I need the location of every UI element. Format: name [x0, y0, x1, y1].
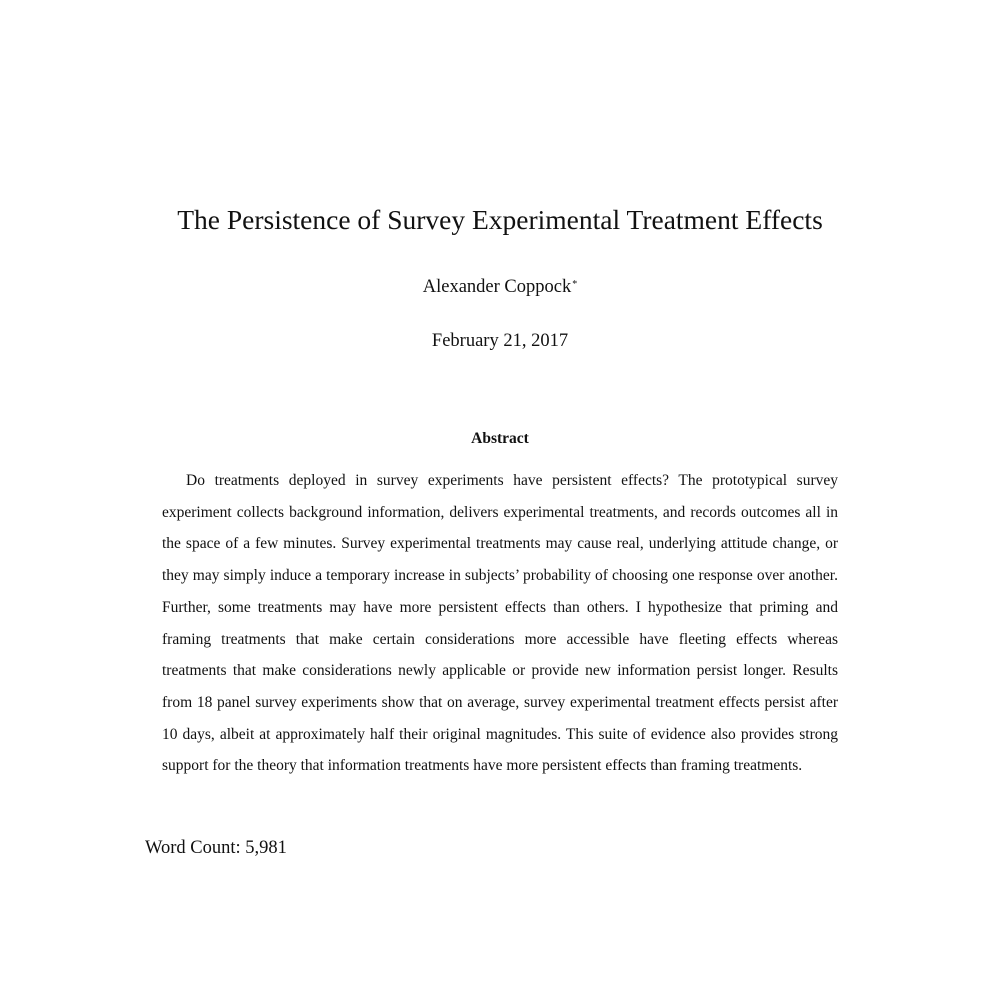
author-footnote-mark: *: [572, 279, 578, 290]
author-name: Alexander Coppock: [422, 277, 572, 297]
paper-title: The Persistence of Survey Experimental Treatment Effects: [177, 204, 823, 235]
author-line: [0, 274, 1000, 300]
paper-date: February 21, 2017: [431, 331, 569, 351]
abstract-heading: Abstract: [471, 430, 529, 447]
word-count: Word Count: 5,981: [145, 838, 287, 858]
abstract-body: Do treatments deployed in survey experiments have persistent effects? The prototypical survey experiment collects background information, delivers experimental treatments, and records outcomes all in the space of a few minutes. Survey experimental treatments may cause real, underlying attitude change, or they may simply induce a temporary increase in subjects’ probability of choosing one response over another. Further, some treatments may have more persistent effects than others. I hypothesize that priming and framing treatments that make certain considerations more accessible have fleeting effects whereas treatments that make considerations newly applicable or provide new information persist longer. Results from 18 panel survey experiments show that on average, survey experimental treatment effects persist after 10 days, albeit at approximately half their original magnitudes. This suite of evidence also provides strong support for the theory that information treatments have more persistent effects than framing treatments.: [162, 472, 838, 775]
